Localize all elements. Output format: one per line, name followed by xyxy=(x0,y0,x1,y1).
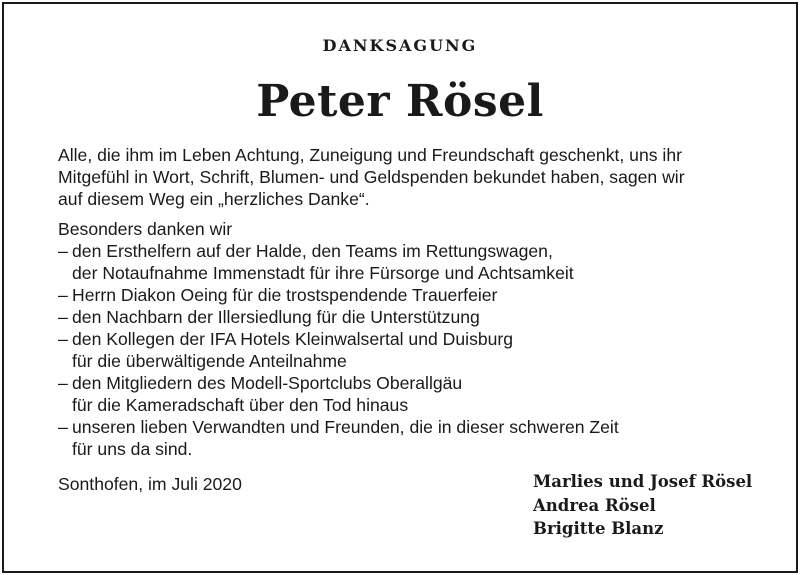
list-item-text: den Nachbarn der Illersiedlung für die Unterstützung xyxy=(72,307,480,327)
list-item-text: den Ersthelfern auf der Halde, den Teams im Rettungswagen, der Notaufnahme Immenstadt für ihre Fürsorge und Achtsamkeit xyxy=(72,241,574,283)
list-item xyxy=(58,372,758,416)
dash-bullet: – xyxy=(58,329,68,349)
list-item-text: den Kollegen der IFA Hotels Kleinwalsertal und Duisburg für die überwältigende Anteilnahme xyxy=(72,329,514,371)
dash-bullet: – xyxy=(58,241,68,261)
list-item-text: unseren lieben Verwandten und Freunden, die in dieser schweren Zeit für uns da sind. xyxy=(72,417,619,459)
thanks-intro: Besonders danken wir xyxy=(58,219,233,239)
list-item xyxy=(58,284,758,306)
place-date: Sonthofen, im Juli 2020 xyxy=(58,474,242,494)
deceased-name: Peter Rösel xyxy=(256,76,544,127)
thanks-list xyxy=(58,240,758,460)
thanks-section xyxy=(58,218,758,460)
dash-bullet: – xyxy=(58,307,68,327)
list-item xyxy=(58,416,758,460)
signer-name: Brigitte Blanz xyxy=(533,519,664,538)
list-item xyxy=(58,328,758,372)
dash-bullet: – xyxy=(58,373,68,393)
intro-paragraph xyxy=(58,144,758,210)
dash-bullet: – xyxy=(58,285,68,305)
notice-heading: DANKSAGUNG xyxy=(322,36,478,55)
notice-body xyxy=(58,144,758,460)
intro-line: auf diesem Weg ein „herzliches Danke“. xyxy=(58,189,370,209)
signer-name: Andrea Rösel xyxy=(533,495,656,515)
list-item xyxy=(58,240,758,284)
list-item xyxy=(58,306,758,328)
intro-line: Alle, die ihm im Leben Achtung, Zuneigung und Freundschaft geschenkt, uns ihr xyxy=(58,145,682,165)
signer-name: Marlies und Josef Rösel xyxy=(533,472,753,491)
signers-block xyxy=(533,470,752,541)
list-item-text: den Mitgliedern des Modell-Sportclubs Oberallgäu für die Kameradschaft über den Tod hinaus xyxy=(72,373,463,415)
dash-bullet: – xyxy=(58,417,68,437)
list-item-text: Herrn Diakon Oeing für die trostspendende Trauerfeier xyxy=(72,285,498,305)
intro-line: Mitgefühl in Wort, Schrift, Blumen- und Geldspenden bekundet haben, sagen wir xyxy=(58,167,685,187)
